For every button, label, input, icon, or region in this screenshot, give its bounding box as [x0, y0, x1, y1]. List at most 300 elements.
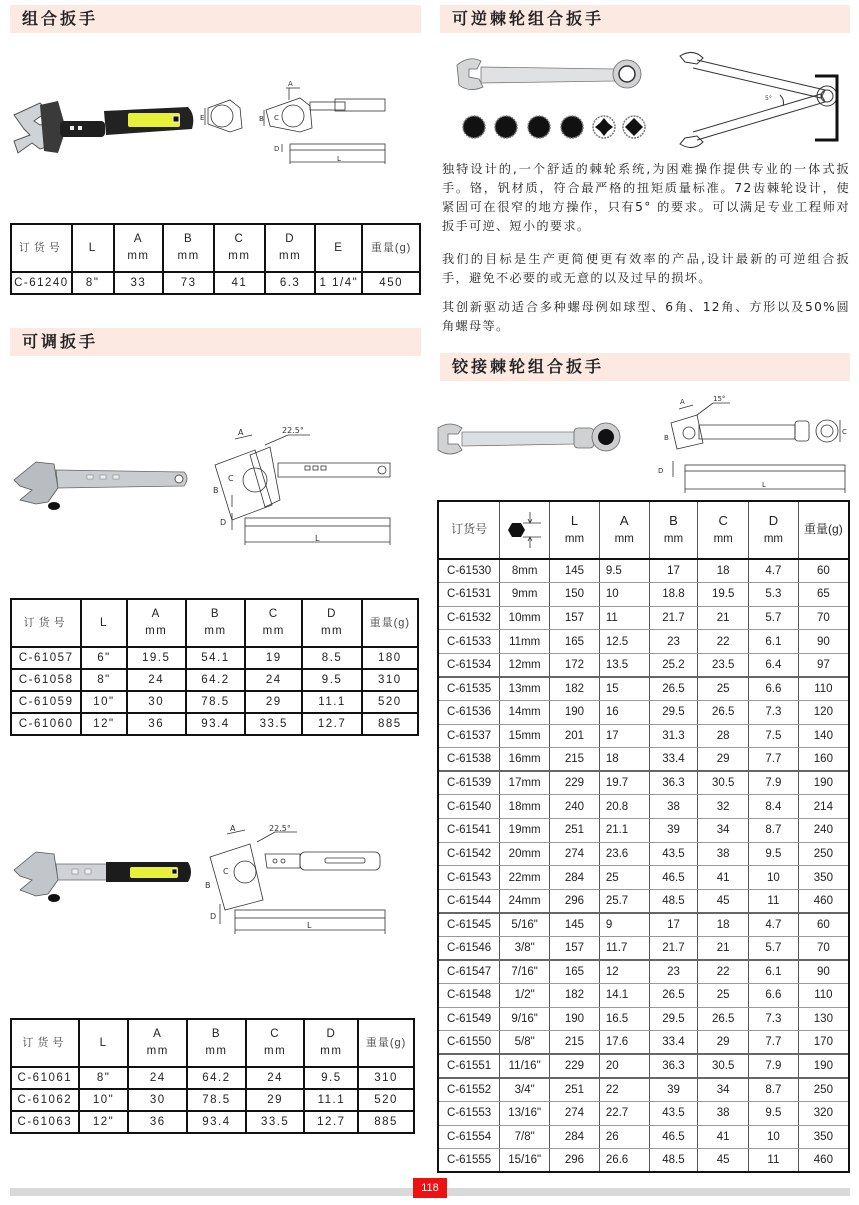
- table-cell: 48.5: [649, 1149, 698, 1173]
- table-row: [438, 677, 849, 701]
- table-cell: 130: [798, 1007, 849, 1031]
- table-cell: 9/16": [500, 1007, 550, 1031]
- table-cell: 17mm: [500, 771, 550, 795]
- section-title: 组合扳手: [22, 9, 99, 28]
- table-cell: 11: [599, 606, 649, 630]
- table-cell: 296: [550, 1149, 600, 1173]
- table-cell: 5.7: [749, 937, 799, 961]
- order-number-cell: C-61544: [438, 889, 500, 913]
- header-cell: 订货号: [438, 501, 500, 559]
- table-cell: 8.7: [749, 819, 799, 843]
- label-a: A: [230, 824, 236, 833]
- table-cell: 29: [246, 1089, 305, 1111]
- adjustable-wrench-table-2: [10, 1018, 415, 1134]
- table-cell: 30.5: [698, 771, 749, 795]
- page-number-badge: 118: [413, 1178, 447, 1198]
- header-cell: 重量(g): [362, 599, 418, 647]
- table-cell: 70: [798, 606, 849, 630]
- section-header-reversible-ratchet: [440, 5, 850, 33]
- table-cell: 30.5: [698, 1054, 749, 1078]
- header-cell: C mm: [698, 501, 749, 559]
- table-cell: 1/2": [500, 984, 550, 1008]
- table-cell: 296: [550, 889, 600, 913]
- table-cell: 78.5: [187, 1089, 246, 1111]
- order-number-cell: C-61542: [438, 842, 500, 866]
- table-cell: 93.4: [186, 713, 245, 735]
- table-row: [438, 1125, 849, 1149]
- table-header-row: [11, 224, 420, 272]
- table-cell: 240: [798, 819, 849, 843]
- table-cell: 39: [649, 819, 698, 843]
- table-cell: 22.7: [599, 1102, 649, 1126]
- order-number-cell: C-61060: [11, 713, 81, 735]
- description-paragraph: 独特设计的,一个舒适的棘轮系统,为困难操作提供专业的一体式扳手。铬，钒材质，符合最严格的扭矩质量标准。72齿棘轮设计，使紧固可在很窄的地方操作，只有5° 的要求。可以满足专业工程师对扳手可逆、短小的要求。: [442, 162, 850, 233]
- table-cell: 182: [550, 984, 600, 1008]
- table-cell: 29: [698, 748, 749, 772]
- table-cell: 25: [698, 677, 749, 701]
- table-cell: 18: [698, 559, 749, 583]
- table-cell: 320: [798, 1102, 849, 1126]
- table-header-row: [11, 1019, 414, 1067]
- table-cell: 8": [79, 1067, 129, 1089]
- table-cell: 24: [245, 669, 302, 691]
- table-cell: 4.7: [749, 913, 799, 937]
- table-cell: 21: [698, 937, 749, 961]
- table-cell: 229: [550, 771, 600, 795]
- table-cell: 38: [698, 842, 749, 866]
- table-row: [438, 583, 849, 607]
- header-cell: B mm: [186, 599, 245, 647]
- table-row: [11, 647, 418, 669]
- table-cell: 18mm: [500, 795, 550, 819]
- table-cell: 19mm: [500, 819, 550, 843]
- table-cell: 7.5: [749, 724, 799, 748]
- header-cell: 重量(g): [362, 224, 420, 272]
- table-cell: 13mm: [500, 677, 550, 701]
- combo-wrench-table: [10, 223, 421, 295]
- table-cell: 24: [128, 1067, 187, 1089]
- table-cell: 97: [798, 653, 849, 677]
- table-cell: 70: [798, 937, 849, 961]
- header-cell: C mm: [245, 599, 302, 647]
- table-cell: 14mm: [500, 701, 550, 725]
- label-b: B: [205, 881, 211, 890]
- adjustable-wrench-diagram: [210, 425, 400, 550]
- table-cell: 11/16": [500, 1054, 550, 1078]
- table-cell: 36.3: [649, 1054, 698, 1078]
- table-cell: 29: [245, 691, 302, 713]
- header-cell: 重量(g): [798, 501, 849, 559]
- table-cell: 157: [550, 606, 600, 630]
- table-cell: 7.3: [749, 701, 799, 725]
- table-cell: 350: [798, 1125, 849, 1149]
- order-number-cell: C-61550: [438, 1031, 500, 1055]
- table-cell: 7/16": [500, 960, 550, 984]
- table-row: [438, 630, 849, 654]
- combo-wrench-diagram: [200, 80, 400, 170]
- table-cell: 10: [749, 1125, 799, 1149]
- order-number-cell: C-61554: [438, 1125, 500, 1149]
- table-row: [11, 1089, 414, 1111]
- label-e: E: [200, 114, 205, 122]
- table-cell: 165: [550, 960, 600, 984]
- table-cell: 240: [550, 795, 600, 819]
- adjustable-wrench-grip-diagram: [205, 822, 395, 942]
- table-cell: 145: [550, 913, 600, 937]
- table-row: [438, 819, 849, 843]
- table-cell: 15/16": [500, 1149, 550, 1173]
- order-number-cell: C-61541: [438, 819, 500, 843]
- table-cell: 460: [798, 889, 849, 913]
- label-angle: 22.5°: [282, 426, 304, 435]
- table-cell: 24mm: [500, 889, 550, 913]
- table-cell: 11.1: [302, 691, 361, 713]
- table-cell: 284: [550, 866, 600, 890]
- table-cell: 172: [550, 653, 600, 677]
- table-cell: 250: [798, 842, 849, 866]
- table-cell: 64.2: [186, 669, 245, 691]
- header-cell: A mm: [128, 1019, 187, 1067]
- table-cell: 11: [749, 889, 799, 913]
- label-angle: 15°: [713, 395, 726, 403]
- order-number-cell: C-61062: [11, 1089, 79, 1111]
- label-a: A: [288, 80, 293, 88]
- flex-ratchet-table: [437, 500, 850, 1173]
- table-cell: 10: [599, 583, 649, 607]
- header-cell: A mm: [114, 224, 164, 272]
- table-cell: 165: [550, 630, 600, 654]
- table-cell: 6.6: [749, 984, 799, 1008]
- table-row: [438, 653, 849, 677]
- table-cell: 33.5: [246, 1111, 305, 1133]
- header-cell: D mm: [265, 224, 316, 272]
- table-cell: 23: [649, 960, 698, 984]
- table-row: [11, 1111, 414, 1133]
- table-cell: 60: [798, 559, 849, 583]
- table-cell: 30: [128, 1089, 187, 1111]
- header-cell: L mm: [550, 501, 600, 559]
- table-header-row: [11, 599, 418, 647]
- label-angle: 22.5°: [269, 824, 291, 833]
- table-cell: 215: [550, 748, 600, 772]
- table-cell: 9.5: [302, 669, 361, 691]
- table-row: [438, 866, 849, 890]
- table-cell: 5.7: [749, 606, 799, 630]
- table-cell: 12mm: [500, 653, 550, 677]
- table-cell: 20: [599, 1054, 649, 1078]
- hex-nut-size-icon: [505, 510, 545, 550]
- table-cell: 214: [798, 795, 849, 819]
- table-cell: 6.1: [749, 630, 799, 654]
- table-cell: 520: [362, 691, 418, 713]
- order-number-cell: C-61534: [438, 653, 500, 677]
- table-cell: 7/8": [500, 1125, 550, 1149]
- table-cell: 182: [550, 677, 600, 701]
- label-a: A: [680, 398, 685, 406]
- table-cell: 18: [698, 913, 749, 937]
- table-row: [438, 748, 849, 772]
- section-header-adjustable-wrench: [10, 328, 421, 356]
- combo-wrench-photo: [10, 95, 200, 165]
- table-body: [11, 647, 418, 735]
- table-cell: 5/8": [500, 1031, 550, 1055]
- table-row: [438, 1078, 849, 1102]
- table-cell: 250: [798, 1078, 849, 1102]
- order-number-cell: C-61058: [11, 669, 81, 691]
- order-number-cell: C-61535: [438, 677, 500, 701]
- label-c: C: [228, 474, 234, 483]
- table-cell: 16.5: [599, 1007, 649, 1031]
- order-number-cell: C-61536: [438, 701, 500, 725]
- table-cell: 150: [550, 583, 600, 607]
- order-number-cell: C-61059: [11, 691, 81, 713]
- table-cell: 25: [698, 984, 749, 1008]
- nut-ball-icon: [463, 116, 485, 138]
- table-cell: 19.5: [127, 647, 186, 669]
- table-body: [11, 1067, 414, 1133]
- table-cell: 64.2: [187, 1067, 246, 1089]
- table-cell: 13.5: [599, 653, 649, 677]
- table-cell: 22mm: [500, 866, 550, 890]
- label-l: L: [762, 481, 766, 489]
- table-cell: 10mm: [500, 606, 550, 630]
- table-cell: 90: [798, 630, 849, 654]
- table-cell: 120: [798, 701, 849, 725]
- table-cell: 93.4: [187, 1111, 246, 1133]
- label-a: A: [238, 428, 244, 437]
- table-cell: 10": [81, 691, 126, 713]
- table-cell: 90: [798, 960, 849, 984]
- header-cell: D mm: [304, 1019, 358, 1067]
- table-row: [438, 913, 849, 937]
- order-number-cell: C-61533: [438, 630, 500, 654]
- label-d: D: [658, 467, 664, 475]
- table-cell: 22: [698, 960, 749, 984]
- table-cell: 110: [798, 984, 849, 1008]
- table-cell: 229: [550, 1054, 600, 1078]
- table-row: [438, 1007, 849, 1031]
- order-number-cell: C-61530: [438, 559, 500, 583]
- header-cell: B mm: [187, 1019, 246, 1067]
- header-cell: L: [72, 224, 114, 272]
- table-cell: 5/16": [500, 913, 550, 937]
- table-row: [438, 1031, 849, 1055]
- table-cell: 25.2: [649, 653, 698, 677]
- label-angle: 5°: [765, 95, 772, 102]
- table-cell: 7.9: [749, 1054, 799, 1078]
- table-cell: 21.1: [599, 819, 649, 843]
- table-cell: 13/16": [500, 1102, 550, 1126]
- table-cell: 190: [550, 701, 600, 725]
- nut-profile-row: [462, 114, 642, 140]
- reversible-ratchet-angle-diagram: [675, 48, 850, 153]
- label-l: L: [307, 921, 312, 930]
- table-cell: 36: [127, 713, 186, 735]
- table-cell: 21.7: [649, 937, 698, 961]
- table-cell: 45: [698, 889, 749, 913]
- section-title: 可逆棘轮组合扳手: [452, 9, 605, 28]
- order-number-cell: C-61532: [438, 606, 500, 630]
- table-cell: 310: [358, 1067, 414, 1089]
- table-cell: 17: [649, 559, 698, 583]
- header-cell: 订货号: [11, 599, 81, 647]
- order-number-cell: C-61552: [438, 1078, 500, 1102]
- table-cell: 274: [550, 842, 600, 866]
- table-cell: 54.1: [186, 647, 245, 669]
- table-cell: 9.5: [749, 1102, 799, 1126]
- table-cell: 38: [649, 795, 698, 819]
- table-cell: 4.7: [749, 559, 799, 583]
- nut-round-icon: [561, 116, 583, 138]
- header-cell: [500, 501, 550, 559]
- table-cell: 110: [798, 677, 849, 701]
- table-cell: 10": [79, 1089, 129, 1111]
- table-cell: 16mm: [500, 748, 550, 772]
- table-cell: 22: [698, 630, 749, 654]
- table-cell: 26.6: [599, 1149, 649, 1173]
- table-cell: 65: [798, 583, 849, 607]
- adjustable-wrench-photo: [12, 458, 192, 513]
- table-cell: 190: [798, 771, 849, 795]
- table-cell: 6.6: [749, 677, 799, 701]
- table-cell: 3/8": [500, 937, 550, 961]
- header-cell: D mm: [749, 501, 799, 559]
- table-cell: 3/4": [500, 1078, 550, 1102]
- table-cell: 24: [127, 669, 186, 691]
- table-cell: 36: [128, 1111, 187, 1133]
- header-cell: L: [79, 1019, 129, 1067]
- table-body: [438, 559, 849, 1172]
- table-cell: 46.5: [649, 866, 698, 890]
- table-cell: 29.5: [649, 701, 698, 725]
- flex-ratchet-photo: [436, 422, 626, 462]
- label-l: L: [337, 155, 341, 163]
- table-cell: 12": [79, 1111, 129, 1133]
- order-number-cell: C-61553: [438, 1102, 500, 1126]
- table-cell: 9mm: [500, 583, 550, 607]
- table-cell: 160: [798, 748, 849, 772]
- table-cell: 43.5: [649, 842, 698, 866]
- table-row: [438, 795, 849, 819]
- table-cell: 885: [362, 713, 418, 735]
- table-cell: 20.8: [599, 795, 649, 819]
- table-cell: 15mm: [500, 724, 550, 748]
- table-cell: 39: [649, 1078, 698, 1102]
- table-cell: 36.3: [649, 771, 698, 795]
- reversible-ratchet-photo: [455, 55, 645, 100]
- order-number-cell: C-61551: [438, 1054, 500, 1078]
- table-cell: 8.7: [749, 1078, 799, 1102]
- table-cell: 18: [599, 748, 649, 772]
- table-cell: 201: [550, 724, 600, 748]
- header-cell: 重量(g): [358, 1019, 414, 1067]
- label-d: D: [210, 912, 217, 921]
- table-cell: 190: [798, 1054, 849, 1078]
- flex-ratchet-diagram: [655, 393, 850, 495]
- table-cell: 7.9: [749, 771, 799, 795]
- table-cell: 25.7: [599, 889, 649, 913]
- table-cell: 23.5: [698, 653, 749, 677]
- table-cell: 26.5: [649, 984, 698, 1008]
- table-cell: 48.5: [649, 889, 698, 913]
- table-cell: 14.1: [599, 984, 649, 1008]
- table-cell: 145: [550, 559, 600, 583]
- table-cell: 43.5: [649, 1102, 698, 1126]
- table-cell: 34: [698, 1078, 749, 1102]
- table-cell: 10: [749, 866, 799, 890]
- table-cell: 251: [550, 1078, 600, 1102]
- header-cell: B mm: [649, 501, 698, 559]
- order-number-cell: C-61537: [438, 724, 500, 748]
- table-row: [438, 1149, 849, 1173]
- header-cell: E: [315, 224, 362, 272]
- table-cell: 17: [649, 913, 698, 937]
- nut-hex-icon: [495, 116, 517, 138]
- header-cell: L: [81, 599, 126, 647]
- table-cell: 9.5: [599, 559, 649, 583]
- section-title: 可调扳手: [22, 332, 99, 351]
- table-row: [438, 984, 849, 1008]
- label-l: L: [315, 534, 320, 543]
- table-cell: 350: [798, 866, 849, 890]
- table-cell: 5.3: [749, 583, 799, 607]
- order-number-cell: C-61543: [438, 866, 500, 890]
- table-row: [438, 1054, 849, 1078]
- table-cell: 19: [245, 647, 302, 669]
- table-cell: 7.7: [749, 748, 799, 772]
- table-row: [11, 1067, 414, 1089]
- table-cell: 274: [550, 1102, 600, 1126]
- table-cell: 30: [127, 691, 186, 713]
- table-cell: 41: [698, 866, 749, 890]
- adjustable-wrench-grip-photo: [12, 850, 192, 905]
- table-cell: 33.5: [245, 713, 302, 735]
- table-cell: 12.7: [302, 713, 361, 735]
- table-cell: 11.7: [599, 937, 649, 961]
- table-cell: 12": [81, 713, 126, 735]
- order-number-cell: C-61539: [438, 771, 500, 795]
- table-row: [438, 1102, 849, 1126]
- table-cell: 8.5: [302, 647, 361, 669]
- table-cell: 21.7: [649, 606, 698, 630]
- table-cell: 32: [698, 795, 749, 819]
- table-row: [438, 771, 849, 795]
- order-number-cell: C-61061: [11, 1067, 79, 1089]
- order-number-cell: C-61555: [438, 1149, 500, 1173]
- order-number-cell: C-61540: [438, 795, 500, 819]
- table-cell: 26: [599, 1125, 649, 1149]
- label-c: C: [223, 867, 229, 876]
- order-number-cell: C-61547: [438, 960, 500, 984]
- table-cell: 215: [550, 1031, 600, 1055]
- table-cell: 6.1: [749, 960, 799, 984]
- table-row: C-61240 8" 33 73 41 6.3 1 1/4" 450: [11, 272, 420, 294]
- order-number-cell: C-61531: [438, 583, 500, 607]
- order-number-cell: C-61549: [438, 1007, 500, 1031]
- order-number-cell: C-61545: [438, 913, 500, 937]
- header-cell: B mm: [163, 224, 214, 272]
- table-cell: 26.5: [649, 677, 698, 701]
- section-header-flex-ratchet: [440, 353, 850, 381]
- header-cell: C mm: [214, 224, 265, 272]
- table-row: [11, 713, 418, 735]
- label-d: D: [274, 145, 280, 153]
- table-row: [438, 937, 849, 961]
- table-cell: 15: [599, 677, 649, 701]
- table-cell: 180: [362, 647, 418, 669]
- table-cell: 16: [599, 701, 649, 725]
- table-cell: 18.8: [649, 583, 698, 607]
